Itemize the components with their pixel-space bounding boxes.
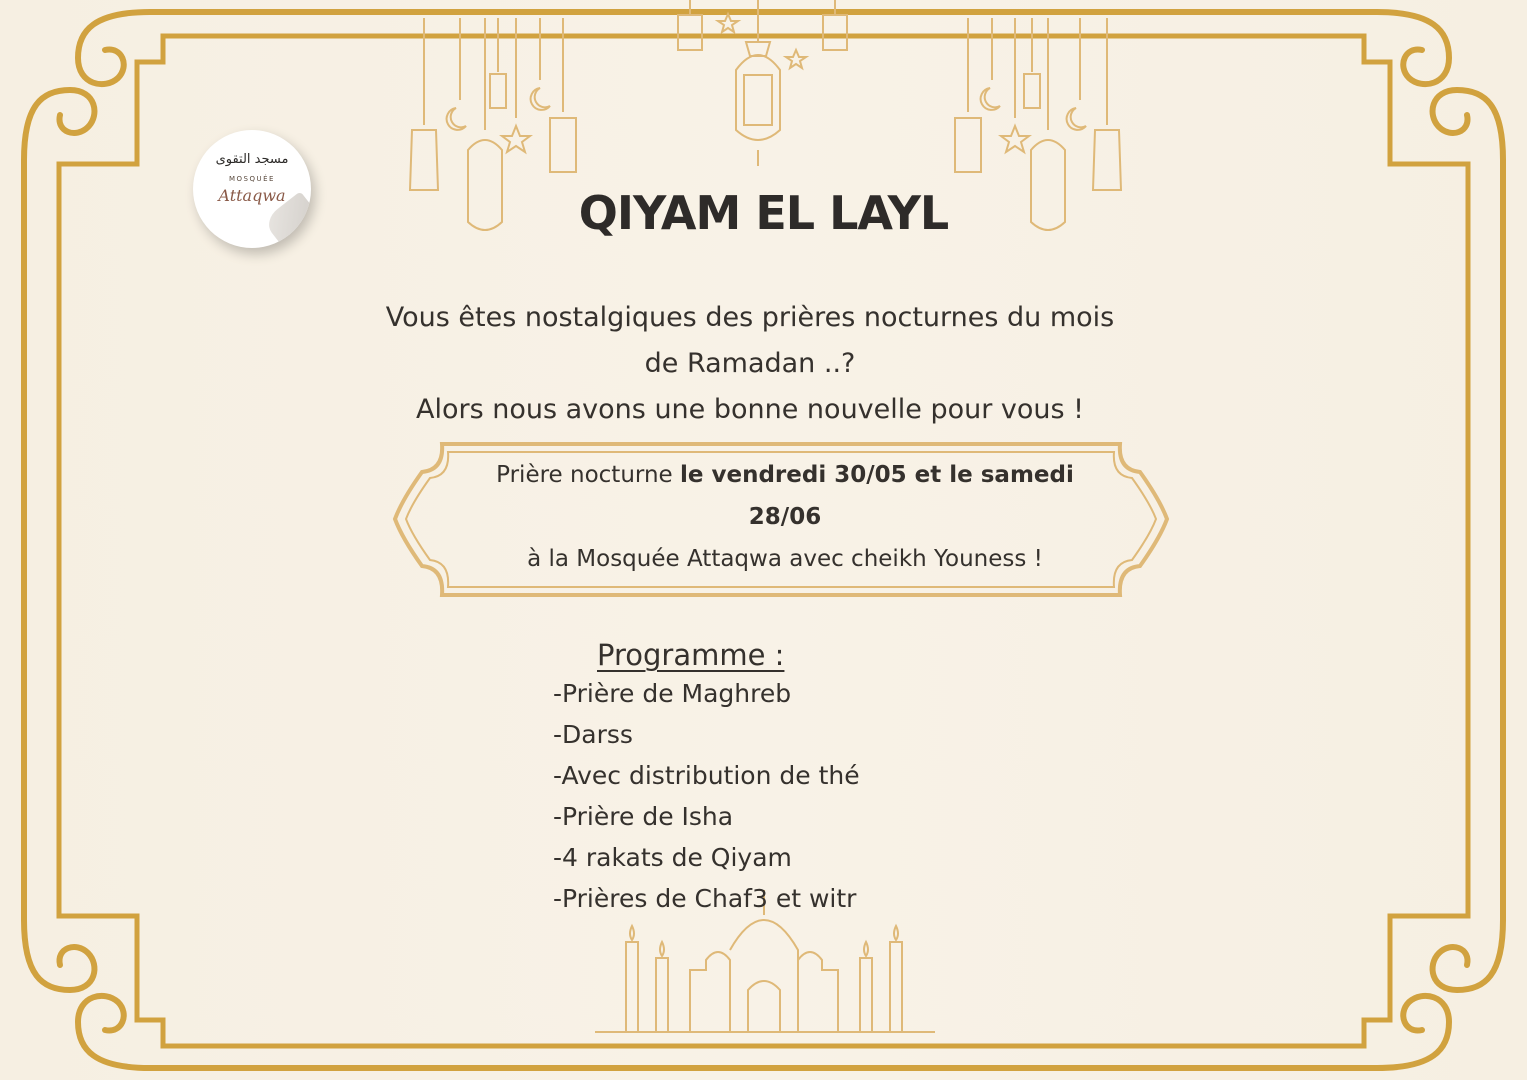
- intro-line-3: Alors nous avons une bonne nouvelle pour vous !: [416, 394, 1084, 425]
- event-dates: le vendredi 30/05 et le samedi: [680, 462, 1074, 488]
- intro-line-1: Vous êtes nostalgiques des prières nocturnes du mois: [385, 302, 1115, 333]
- logo-name: Attaqwa: [218, 186, 286, 205]
- program-item: -4 rakats de Qiyam: [553, 843, 792, 872]
- program-item: -Prière de Isha: [553, 802, 734, 831]
- program-item: -Darss: [553, 720, 633, 749]
- program-item: -Avec distribution de thé: [553, 761, 860, 790]
- program-list: [553, 677, 860, 923]
- event-prefix: Prière nocturne: [496, 462, 680, 488]
- crescent-moon-icon: [447, 88, 1086, 130]
- page-title: QIYAM EL LAYL: [578, 186, 949, 240]
- event-dates-continued: 28/06: [748, 504, 822, 530]
- program-item: -Prières de Chaf3 et witr: [553, 884, 857, 913]
- program-item: -Prière de Maghreb: [553, 679, 792, 708]
- program-heading: Programme :: [597, 638, 785, 672]
- logo-mosquee-label: MOSQUÉE: [229, 175, 275, 183]
- intro-line-2: de Ramadan ..?: [644, 348, 856, 379]
- logo-arabic-text: مسجد التقوى: [215, 152, 289, 167]
- event-line-1: [440, 462, 1130, 488]
- event-location: à la Mosquée Attaqwa avec cheikh Youness !: [527, 546, 1043, 572]
